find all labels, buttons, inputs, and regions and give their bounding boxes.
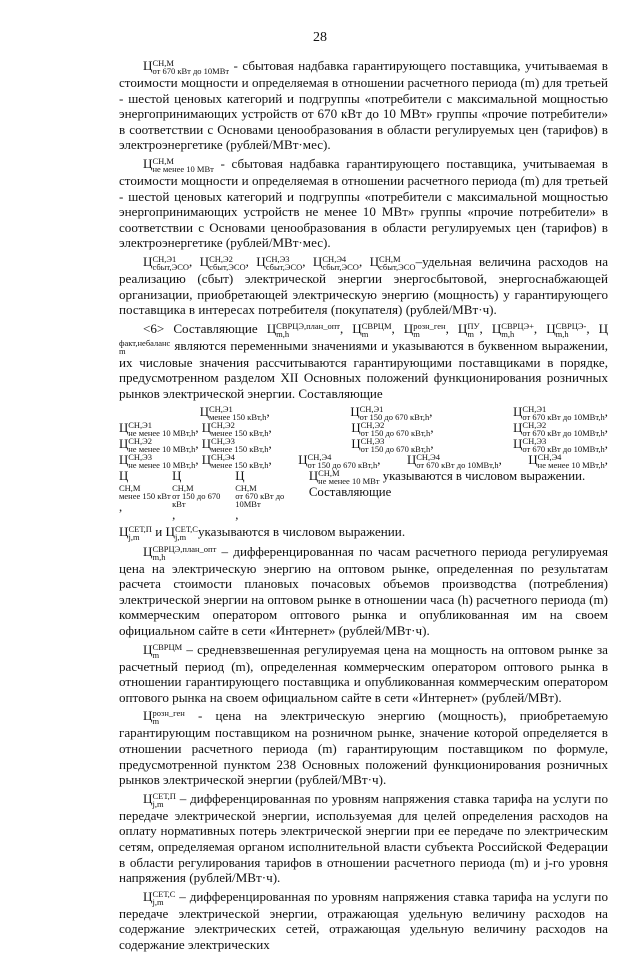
sn-row-2: Ц СН,Э1 не менее 10 МВт,h , Ц СН,Э2 менее 150 кВт,h , Ц СН,Э2 от 150 до 670 кВт,h , Ц СН,Э2 от 670 кВт до 10МВт,h , — [119, 419, 608, 438]
symbol-index: СН,М от 670 кВт до 10МВт — [235, 483, 285, 510]
paragraph-text: указываются в числовом выражении. Составляющие — [308, 468, 586, 499]
symbol-ts: Ц — [172, 468, 182, 483]
symbol-ts: Ц — [235, 468, 245, 483]
symbol-index: СВРЦЭ,план_опт m,h — [276, 320, 340, 339]
symbol-index: ПУ m — [467, 320, 480, 339]
symbol-index: СВРЦМ m — [361, 320, 392, 339]
symbol-ts: Ц — [199, 404, 209, 419]
paragraph-text: указываются в числовом выражении. — [197, 523, 406, 539]
paragraph-note-6: <6> Составляющие Ц СВРЦЭ,план_опт m,h , Ц СВРЦМ m , Ц розн_ген m , Ц ПУ m , Ц СВРЦЭ+ m,h , Ц СВРЦЭ- m,h , Ц факт,небаланс m являются переменными значениями и указываются в буквенном выражении, их числовые значения рассчитываются гарантирующими поставщиками в порядке, предусмотренном разделом XII Основных положений функционирования розничных рынков электрической энергии. Составляющие — [119, 320, 609, 401]
symbol-index: СВРЦЭ+ m,h — [501, 320, 534, 339]
paragraph-note-6-end — [119, 524, 608, 541]
symbol-ts: Ц — [351, 420, 361, 435]
symbol-ts: Ц — [403, 320, 414, 336]
sn-row-4: Ц СН,Э3 не менее 10 МВт,h , Ц СН,Э4 менее 150 кВт,h , Ц СН,Э4 от 150 до 670 кВт,h , Ц СН,Э4 от 670 кВт до 10МВт,h , Ц СН,Э4 не менее 10 МВт,h , — [119, 451, 608, 470]
note-lead: <6> Составляющие — [143, 320, 267, 336]
paragraph-sbyt-eso: Ц СН,Э1 сбыт,ЭСО , Ц СН,Э2 сбыт,ЭСО , Ц СН,Э3 сбыт,ЭСО , Ц СН,Э4 сбыт,ЭСО , Ц СН,М сбыт,ЭСО –удельная величина расходов на реализацию (сбыт) электрической энергии энергосбытовой, энергоснабжающей организации, приобретающей электрическую энергию (мощность) у гарантирующего поставщика в интересах потребителя (покупателя) (рублей/МВт·ч). — [119, 253, 609, 318]
symbol-ts: Ц — [143, 58, 153, 73]
symbol-index: СН,Э4 от 150 до 670 кВт,h — [307, 451, 378, 470]
symbol-index: СН,Э1 сбыт,ЭСО — [152, 253, 190, 272]
symbol-ts: Ц — [143, 641, 153, 657]
symbol-index: СН,Э1 менее 150 кВт,h — [208, 403, 267, 422]
symbol-index: СН,Э1 от 150 до 670 кВт,h — [359, 403, 430, 422]
paragraph-text: – средневзвешенная регулируемая цена на мощность на оптовом рынке за расчетный период (m), определенная коммерческим оператором оптового рынка в отношении гарантирующего поставщика и опубликованная коммерческим оператором оптового рынка на своем официальном сайте в сети «Интернет» (рублей/МВт). — [119, 641, 608, 705]
symbol-ts: Ц — [513, 404, 523, 419]
symbol-index: розн_ген m — [152, 708, 185, 727]
symbol-ts: Ц — [598, 320, 609, 336]
symbol-index: СН,М не менее 10 МВт — [152, 155, 214, 174]
symbol-ts: Ц — [352, 320, 362, 336]
symbol-ts: Ц — [312, 253, 323, 269]
symbol-index: СН,Э3 не менее 10 МВт,h — [128, 451, 196, 470]
symbol-index: СН,Э2 сбыт,ЭСО — [209, 253, 246, 272]
symbol-index: СН,М от 670 кВт до 10МВт — [152, 58, 230, 76]
symbol-ts: Ц — [201, 436, 212, 451]
conjunction-text: и — [151, 523, 166, 539]
paragraph-sn-m-670-10 — [119, 58, 608, 153]
symbol-ts: Ц — [199, 253, 210, 269]
symbol-index: СВРЦМ m — [152, 641, 183, 660]
paragraph-set-s — [119, 889, 608, 953]
symbol-ts: Ц — [256, 253, 266, 269]
symbol-ts: Ц — [119, 523, 129, 539]
symbol-ts: Ц — [119, 420, 129, 435]
paragraph-text: – дифференцированная по уровням напряжения ставка тарифа на услуги по передаче электрической энергии, используемая для целей определения расходов на оплату нормативных потерь электрической энергии при ее передаче по электрическим сетям, определяемая органом исполнительной власти субъекта Российской Федерации в области регулирования тарифов в отношении расчетного периода (m) и j-го уровня напряжения (рублей/МВт·ч). — [119, 790, 608, 886]
symbol-index: СЕТ,С j,m — [174, 523, 198, 542]
symbol-ts: Ц — [491, 320, 502, 336]
page-number: 28 — [313, 30, 327, 45]
symbol-ts: Ц — [143, 708, 153, 724]
paragraph-text: - сбытовая надбавка гарантирующего поставщика, учитываемая в стоимости мощности и определяемая в отношении расчетного периода (m) для третьей - шестой ценовых категорий и подгруппы «потребители с максимальной мощностью энергопринимающих устройств не менее 10 МВт» группы «прочие потребители» в соответствии с Основами ценообразования в области регулируемых цен (тарифов) в электроэнергетике (рублей/МВт·мес). — [119, 155, 608, 251]
symbol-index: СН,Э3 от 670 кВт до 10МВт,h — [522, 435, 605, 454]
symbol-ts: Ц — [528, 452, 538, 467]
symbol-ts: Ц — [165, 523, 175, 539]
symbol-ts: Ц — [369, 253, 380, 269]
symbol-index: СН,Э3 сбыт,ЭСО — [265, 253, 303, 272]
paragraph-text: – дифференцированная по часам расчетного периода регулируемая цена на электрическую энергию на оптовом рынке, определенная по результатам расчета стоимости плановых почасовых объемов производства (потребления) электрической энергии на оптовом рынке в отношении часа (h) расчетного периода (m) коммерческим оператором оптового рынка и опубликованная им на своем официальном сайте в сети «Интернет» (рублей/МВт·ч). — [119, 543, 608, 639]
symbol-ts: Ц — [143, 155, 153, 171]
paragraph-svrtse-plan — [119, 544, 608, 639]
symbol-index: СН,Э2 не менее 10 МВт,h — [128, 435, 196, 454]
symbol-index: СН,М не менее 10 МВт — [318, 467, 380, 486]
symbol-index: розн_ген m — [413, 320, 446, 339]
symbol-index: СН,Э4 менее 150 кВт,h — [211, 451, 269, 470]
symbol-ts: Ц — [266, 320, 277, 336]
symbol-ts: Ц — [201, 420, 212, 435]
symbol-ts: Ц — [407, 452, 417, 467]
symbol-ts: Ц — [143, 790, 153, 806]
symbol-index: СН,М менее 150 кВт — [119, 483, 171, 502]
symbol-index: СВРЦЭ,план_опт m,h — [152, 543, 217, 562]
paragraph-text: –удельная величина расходов на реализацию (сбыт) электрической энергии энергосбытовой, энергоснабжающей организации, приобретающей электрическую энергию (мощность) у гарантирующего поставщика в интересах потребителя (покупателя) (рублей/МВт·ч). — [119, 253, 609, 318]
symbol-ts: Ц — [513, 436, 523, 451]
symbol-ts: Ц — [143, 543, 153, 559]
symbol-index: СН,М сбыт,ЭСО — [379, 253, 416, 272]
paragraph-sn-m-10 — [119, 156, 608, 251]
symbol-index: СН,Э2 менее 150 кВт,h — [211, 419, 269, 438]
symbol-ts: Ц — [546, 320, 556, 336]
symbol-ts: Ц — [143, 253, 153, 269]
symbol-ts: Ц — [119, 452, 129, 467]
symbol-ts: Ц — [201, 452, 212, 467]
symbol-index: СН,Э2 от 150 до 670 кВт,h — [360, 419, 431, 438]
page-content — [119, 58, 608, 956]
sn-row-5: Ц СН,М менее 150 кВт , Ц СН,М от 150 до 670 кВт , Ц СН,М от 670 кВт до 10МВт , Ц СН,М не менее 10 МВт указываются в числовом выражении. Составляющие — [119, 467, 586, 523]
sn-row-3: Ц СН,Э2 не менее 10 МВт,h , Ц СН,Э3 менее 150 кВт,h , Ц СН,Э3 от 150 до 670 кВт,h , Ц СН,Э3 от 670 кВт до 10МВт,h , — [119, 435, 608, 454]
paragraph-set-p — [119, 791, 608, 886]
paragraph-rozn-gen — [119, 708, 608, 787]
symbol-index: СН,Э3 от 150 до 670 кВт,h — [360, 435, 431, 454]
symbol-ts: Ц — [119, 468, 129, 483]
paragraph-svrtsm — [119, 642, 608, 706]
paragraph-text: – дифференцированная по уровням напряжения ставка тарифа на услуги по передаче электрической энергии, отражающая удельную величину расходов на содержание электрических сетей, отражающая удельную величину расходов на содержание электрических — [119, 888, 608, 952]
symbol-index: СЕТ,С j,m — [152, 888, 176, 907]
symbol-ts: Ц — [308, 468, 319, 483]
symbol-index: факт,небаланс m — [119, 337, 171, 356]
sn-row-1: Ц СН,Э1 менее 150 кВт,h , Ц СН,Э1 от 150 до 670 кВт,h , Ц СН,Э1 от 670 кВт до 10МВт,h , — [199, 403, 608, 422]
symbol-ts: Ц — [298, 452, 308, 467]
symbol-ts: Ц — [350, 404, 360, 419]
symbol-ts: Ц — [513, 420, 523, 435]
symbol-index: СН,Э4 от 670 кВт до 10МВт,h — [416, 451, 499, 470]
symbol-ts: Ц — [351, 436, 361, 451]
paragraph-text: являются переменными значениями и указываются в буквенном выражении, их числовые значения рассчитываются гарантирующими поставщиками в порядке, предусмотренном разделом XII Основных положений функционирования розничных рынков электрической энергии. Составляющие — [119, 337, 608, 401]
symbol-ts: Ц — [457, 320, 468, 336]
symbol-index: СН,Э1 от 670 кВт до 10МВт,h — [522, 403, 605, 422]
symbol-index: СЕТ,П j,m — [128, 523, 152, 542]
symbol-index: СВРЦЭ- m,h — [555, 320, 587, 339]
paragraph-text: - цена на электрическую энергию (мощность), приобретаемую гарантирующим поставщиком на розничном рынке, значение которой определяется в отношении расчетного периода (m) гарантирующим поставщиком по формуле, предусмотренной пунктом 238 Основных положений функционирования розничных рынков электрической энергии (рублей/МВт·ч). — [119, 708, 608, 788]
symbol-ts: Ц — [119, 436, 129, 451]
symbol-index: СН,Э3 менее 150 кВт,h — [211, 435, 269, 454]
symbol-index: СН,Э2 от 670 кВт до 10МВт,h — [522, 419, 605, 438]
symbol-index: СН,Э4 не менее 10 МВт,h — [537, 451, 605, 470]
symbol-ts: Ц — [143, 888, 153, 904]
symbol-index: СЕТ,П j,m — [152, 790, 176, 809]
symbol-index: СН,Э4 сбыт,ЭСО — [322, 253, 359, 272]
paragraph-text: - сбытовая надбавка гарантирующего поставщика, учитываемая в стоимости мощности и определяемая в отношении расчетного периода (m) для третьей - шестой ценовых категорий и подгруппы «потребители с максимальной мощностью энергопринимающих устройств от 670 кВт до 10 МВт» группы «прочие потребители» в соответствии с Основами ценообразования в области регулируемых цен (тарифов) в электроэнергетике (рублей/МВт·мес). — [119, 58, 608, 153]
symbol-index: СН,М от 150 до 670 кВт — [172, 483, 221, 510]
symbol-index: СН,Э1 не менее 10 МВт,h — [128, 419, 196, 438]
sn-component-list — [119, 405, 608, 524]
